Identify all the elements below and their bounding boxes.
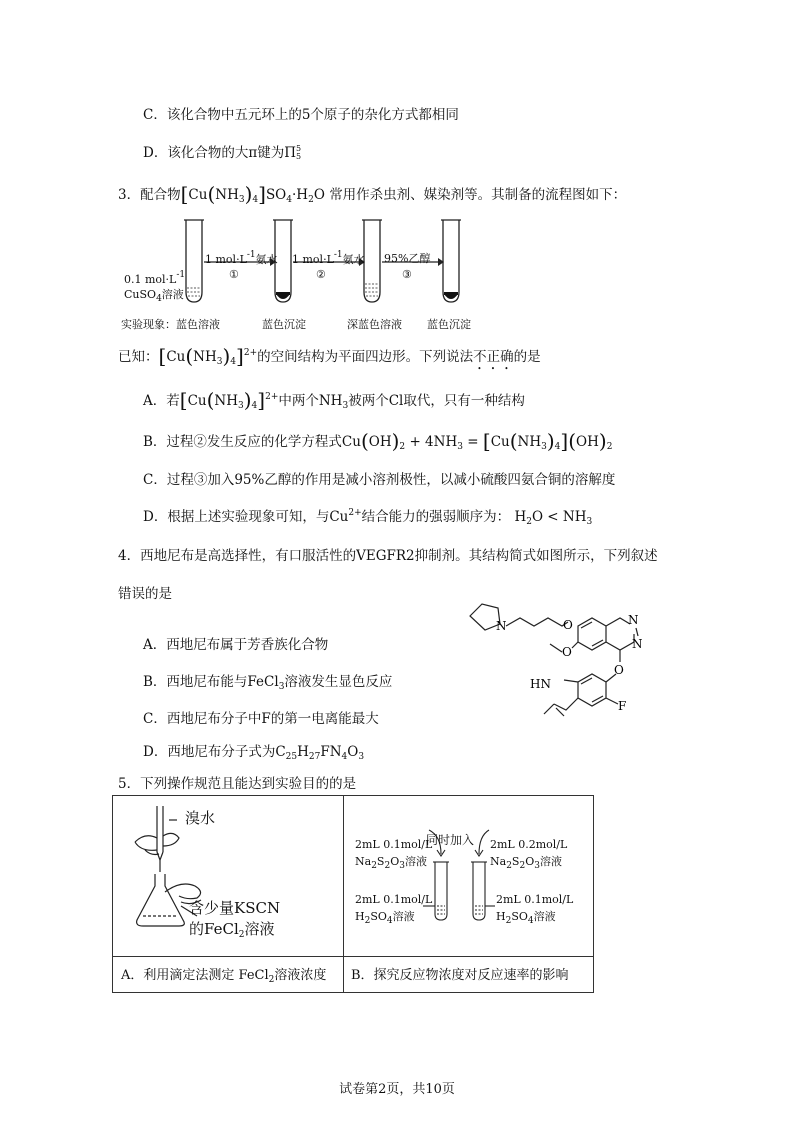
left-top-solution: $Na_2S_2O_3$溶液 (355, 855, 427, 871)
bromine-water-label: 溴水 (185, 809, 216, 827)
q4-option-c: C．西地尼布分子中F的第一电离能最大 (143, 711, 379, 727)
atom-n-1: N (628, 613, 639, 627)
atom-f: F (618, 699, 627, 713)
arrow2-number: ② (316, 268, 326, 281)
left-bottom-conc: 2mL 0.1mol/L (355, 893, 433, 906)
arrow1-number: ① (229, 268, 239, 281)
page-footer: 试卷第2页，共10页 (339, 1082, 455, 1097)
test-tube-1 (184, 220, 204, 302)
q5-table (112, 795, 594, 993)
atom-hn: HN (530, 677, 551, 691)
q3-option-a: A．若$[Cu(NH_3)_4]^{2+}$中两个$NH_3$被两个Cl取代，只有一种结构 (143, 388, 525, 412)
simultaneous-label: 同时加入 (426, 833, 475, 847)
arrow1-label: 1 $mol\cdot L^{-1}$氨水 (205, 250, 278, 266)
arrow3-label: 95%乙醇 (384, 252, 431, 265)
q4-option-d: D．西地尼布分子式为$C_{25}H_{27}FN_4O_3$ (143, 744, 365, 762)
start-concentration: 0.1 $mol\cdot L^{-1}$ (124, 270, 186, 286)
right-bottom-conc: 2mL 0.1mol/L (496, 893, 574, 906)
test-tube-3 (362, 220, 382, 302)
atom-o-link: O (614, 663, 624, 677)
q3-known: 已知：$[Cu(NH_3)_4]^{2+}$的空间结构为平面四边形。下列说法不正确的是 (118, 344, 541, 368)
kscn-label: 含少量KSCN (189, 899, 281, 917)
q3-option-b: B．过程②发生反应的化学方程式$Cu(OH)_2 + 4NH_3 = [Cu(NH_3)_4](OH)_2$ (143, 429, 613, 453)
phenomenon-4: 蓝色沉淀 (427, 318, 471, 331)
atom-o-methoxy: O (562, 645, 572, 659)
phenomenon-3: 深蓝色溶液 (347, 318, 402, 331)
start-solution: CuSO$_4$溶液 (124, 288, 184, 304)
q2-option-d: D．该化合物的大π键为Π5 5 (143, 144, 302, 161)
q2-option-c: C．该化合物中五元环上的5个原子的杂化方式都相同 (143, 107, 459, 123)
cell-b-caption: B．探究反应物浓度对反应速率的影响 (351, 968, 569, 983)
q3-option-c: C．过程③加入95%乙醇的作用是减小溶剂极性，以减小硫酸四氨合铜的溶解度 (143, 472, 616, 488)
rate-experiment (349, 802, 589, 952)
left-top-conc: 2mL 0.1mol/L (355, 838, 433, 851)
atom-o-ether: O (563, 618, 573, 632)
q4-option-a: A．西地尼布属于芳香族化合物 (143, 637, 329, 653)
arrow3-number: ③ (402, 268, 412, 281)
atom-n-pyrrolidine: N (496, 619, 507, 633)
phenomena-row: 实验现象：蓝色溶液 (121, 318, 220, 331)
cediranib-structure (460, 596, 650, 746)
arrow2-label: 1 $mol\cdot L^{-1}$氨水 (292, 250, 365, 266)
cell-a-caption: A．利用滴定法测定 FeCl$_2$溶液浓度 (121, 968, 327, 985)
q3-option-d: D．根据上述实验现象可知，与$Cu^{2+}$结合能力的强弱顺序为： $H_2O < NH_3$ (143, 508, 593, 527)
phenomenon-2: 蓝色沉淀 (262, 318, 306, 331)
q4-option-b: B．西地尼布能与FeCl$_3$溶液发生显色反应 (143, 674, 393, 692)
left-bottom-solution: $H_2SO_4$溶液 (355, 910, 415, 926)
right-bottom-solution: $H_2SO_4$溶液 (496, 910, 556, 926)
q5-stem: 5．下列操作规范且能达到实验目的的是 (118, 776, 357, 792)
fecl2-label: 的FeCl$_2$溶液 (189, 920, 275, 940)
q4-stem-line2: 错误的是 (118, 586, 172, 602)
q3-stem: 3．配合物$[Cu(NH_3)_4]SO_4\cdot H_2O$ 常用作杀虫剂、媒染剂等。其制备的流程图如下： (118, 182, 627, 206)
right-top-conc: 2mL 0.2mol/L (490, 838, 568, 851)
test-tube-4 (441, 220, 461, 302)
atom-n-3: N (632, 637, 643, 651)
right-top-solution: $Na_2S_2O_3$溶液 (490, 855, 562, 871)
q4-stem-line1: 4．西地尼布是高选择性，有口服活性的VEGFR2抑制剂。其结构简式如图所示，下列叙述 (118, 548, 658, 564)
